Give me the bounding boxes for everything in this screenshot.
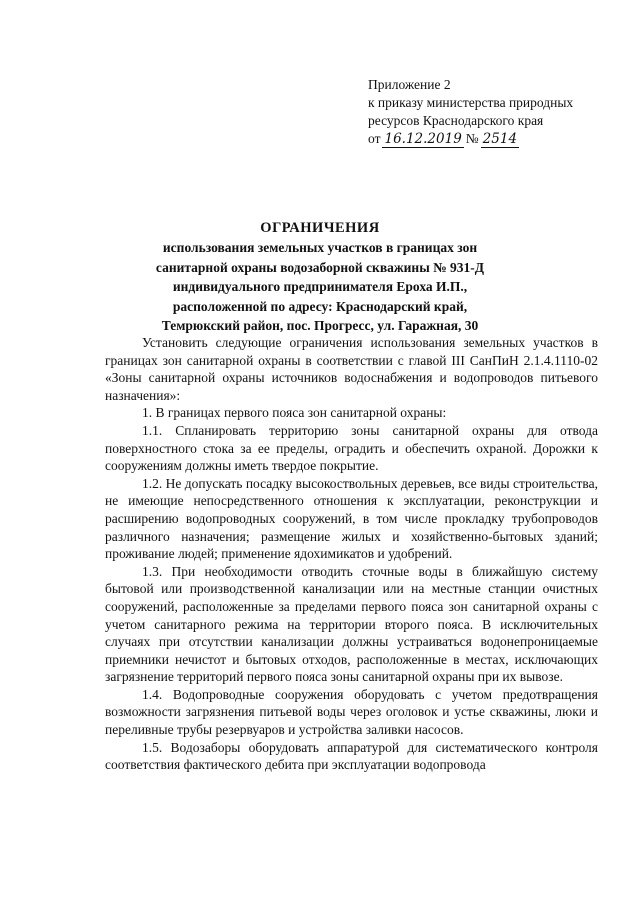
document-title	[95, 218, 545, 336]
annex-from-label: от	[368, 131, 381, 146]
annex-number: 2514	[482, 131, 518, 147]
paragraph-intro: Установить следующие ограничения использования земельных участков в границах зон санитарной охраны в соответствии с главой III СанПиН 2.1.4.1110-02 «Зоны санитарной охраны источников водоснабжения и водопроводов питьевого назначения»:	[105, 335, 598, 403]
title-line-3: индивидуального предпринимателя Ероха И.П.,	[172, 279, 468, 294]
annex-block	[368, 76, 573, 148]
title-main: ОГРАНИЧЕНИЯ	[260, 220, 380, 236]
annex-order-line: к приказу министерства природных	[368, 95, 574, 110]
paragraph-1-1: 1.1. Спланировать территорию зоны санитарной охраны для отвода поверхностного стока за ее пределы, оградить и обеспечить охраной. Дорожки к сооружениям должны иметь твердое покрытие.	[105, 422, 598, 474]
title-line-1: использования земельных участков в границах зон	[162, 240, 478, 255]
paragraph-1-2: 1.2. Не допускать посадку высокоствольных деревьев, все виды строительства, не имеющие непосредственного отношения к эксплуатации, реконструкции и расширению водопроводных сооружений, в том числе прокладку трубопроводов различного назначения; размещение жилых и хозяйственно-бытовых зданий; проживание людей; применение ядохимикатов и удобрений.	[105, 475, 598, 562]
title-line-5: Темрюкский район, пос. Прогресс, ул. Гаражная, 30	[161, 318, 479, 333]
annex-date-number	[368, 130, 573, 148]
paragraph-1-5: 1.5. Водозаборы оборудовать аппаратурой для систематического контроля соответствия фактического дебита при эксплуатации водопровода	[105, 739, 598, 773]
annex-ministry-line: ресурсов Краснодарского края	[368, 113, 544, 128]
paragraph-1-4: 1.4. Водопроводные сооружения оборудовать с учетом предотвращения возможности загрязнения питьевой воды через оголовок и устье скважины, люки и переливные трубы резервуаров и устройства заливки насосов.	[105, 686, 598, 738]
annex-title: Приложение 2	[368, 77, 451, 92]
title-line-4: расположенной по адресу: Краснодарский край,	[172, 298, 468, 314]
annex-number-label: №	[465, 131, 479, 146]
paragraph-1-3: 1.3. При необходимости отводить сточные воды в ближайшую систему бытовой или производственной канализации или на местные станции очистных сооружений, расположенные за пределами первого пояса зон санитарной охраны с учетом санитарного режима на территории второго пояса. В исключительных случаях при отсутствии канализации должны устраиваться водонепроницаемые приемники нечистот и бытовых отходов, расположенные в местах, исключающих загрязнение территорий первого пояса зоны санитарной охраны при их вывозе.	[105, 563, 598, 685]
paragraph-1: 1. В границах первого пояса зон санитарной охраны:	[142, 405, 447, 421]
annex-date: 16.12.2019	[384, 131, 462, 147]
document-body	[105, 334, 598, 774]
title-line-2: санитарной охраны водозаборной скважины № 931-Д	[155, 259, 485, 275]
